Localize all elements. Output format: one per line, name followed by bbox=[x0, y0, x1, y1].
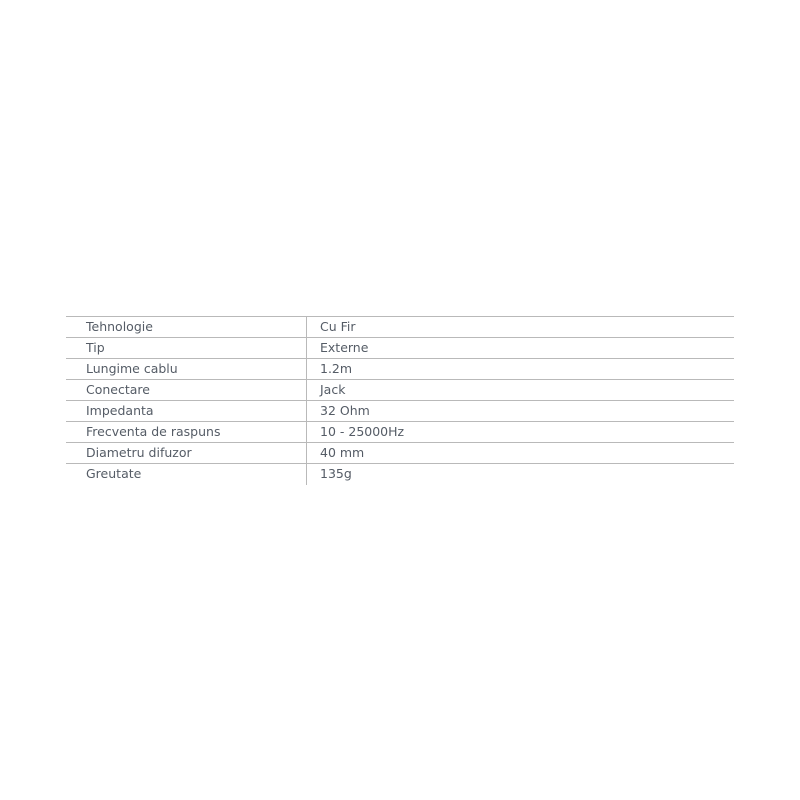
spec-value: 1.2m bbox=[307, 359, 735, 380]
table-row bbox=[66, 380, 734, 401]
table-row bbox=[66, 401, 734, 422]
table-row bbox=[66, 422, 734, 443]
table-row bbox=[66, 443, 734, 464]
spec-value: 32 Ohm bbox=[307, 401, 735, 422]
table-row bbox=[66, 464, 734, 485]
specifications-table bbox=[66, 316, 734, 485]
spec-label: Diametru difuzor bbox=[66, 443, 307, 464]
spec-value: 10 - 25000Hz bbox=[307, 422, 735, 443]
spec-value: Jack bbox=[307, 380, 735, 401]
table-row bbox=[66, 317, 734, 338]
spec-value: Cu Fir bbox=[307, 317, 735, 338]
spec-label: Tip bbox=[66, 338, 307, 359]
spec-label: Conectare bbox=[66, 380, 307, 401]
spec-label: Lungime cablu bbox=[66, 359, 307, 380]
spec-value: 135g bbox=[320, 466, 352, 482]
table-row bbox=[66, 338, 734, 359]
spec-value: 40 mm bbox=[307, 443, 735, 464]
table-row bbox=[66, 359, 734, 380]
spec-value: Externe bbox=[307, 338, 735, 359]
spec-label: Tehnologie bbox=[66, 317, 307, 338]
spec-label: Greutate bbox=[66, 464, 307, 485]
spec-label: Frecventa de raspuns bbox=[66, 422, 307, 443]
spec-label: Impedanta bbox=[66, 401, 307, 422]
